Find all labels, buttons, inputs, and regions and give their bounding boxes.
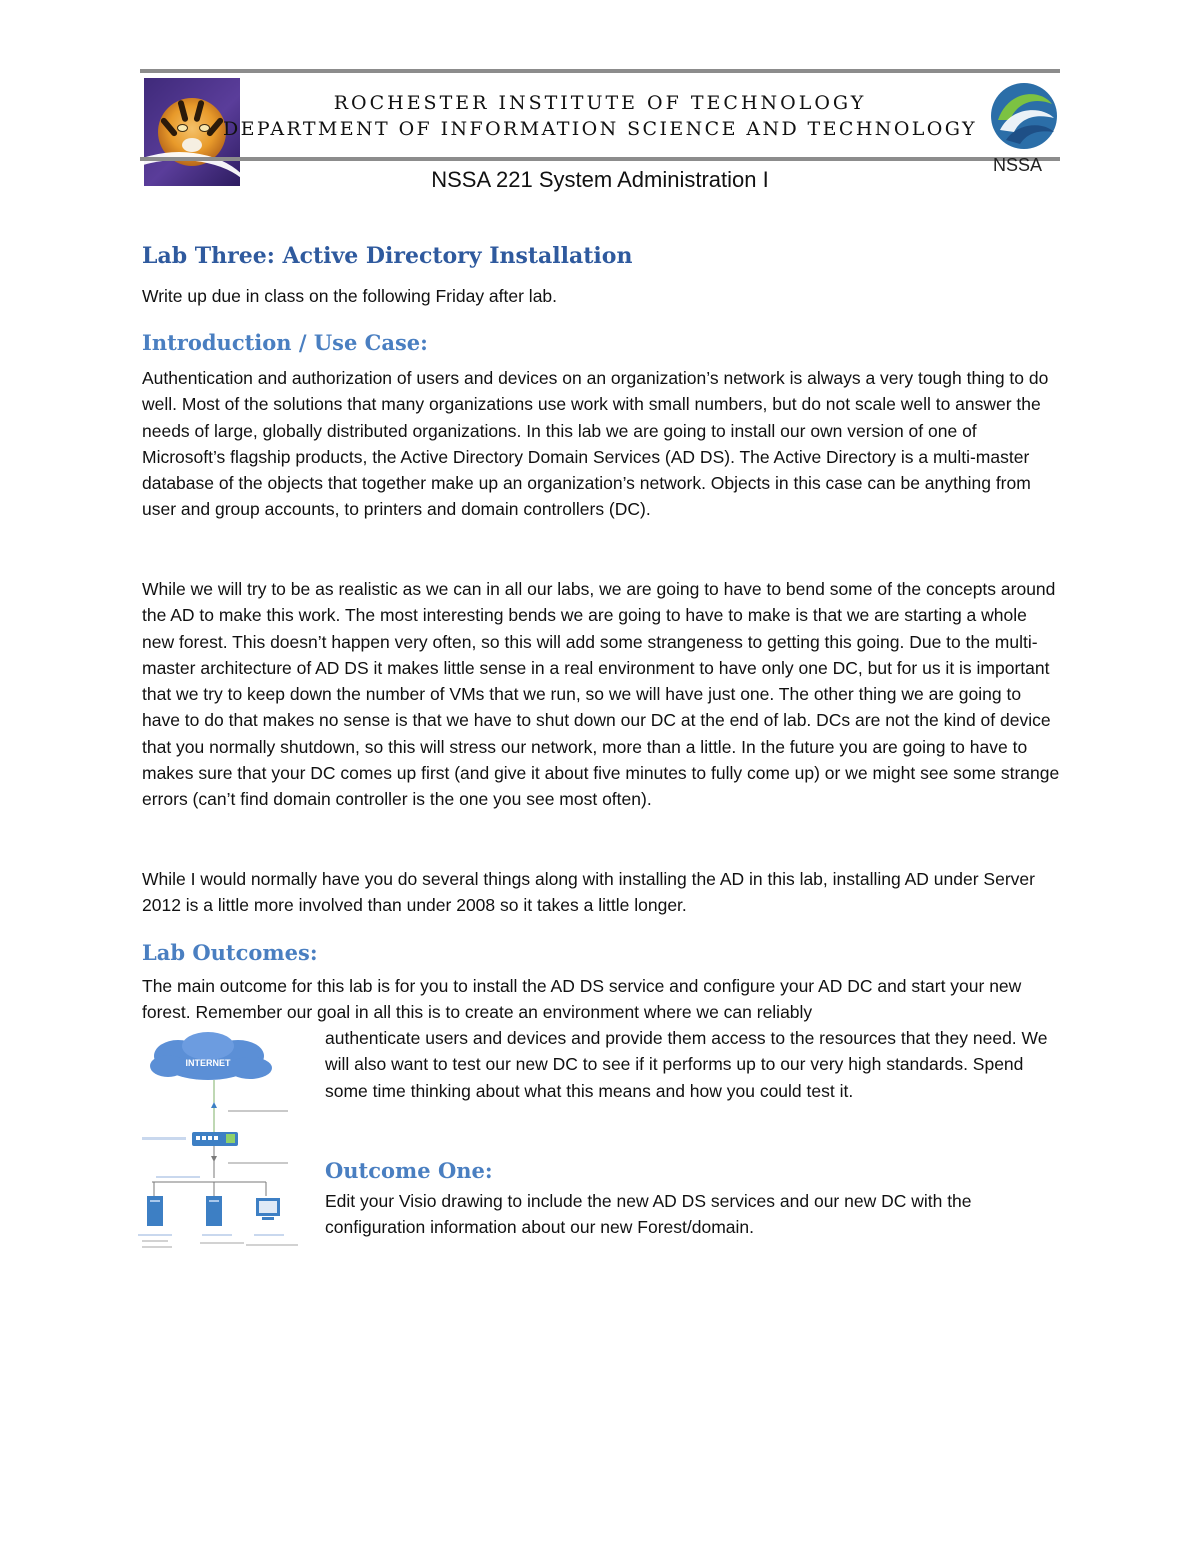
server-icon xyxy=(147,1196,163,1226)
lab-title: Lab Three: Active Directory Installation xyxy=(142,243,633,269)
workstation-icon xyxy=(256,1198,280,1220)
outcomes-heading: Lab Outcomes: xyxy=(142,940,318,965)
intro-paragraph-3: While I would normally have you do several things along with installing the AD in this lab, installing AD under Server 2012 is a little more involved than under 2008 so it takes a little longer. xyxy=(142,869,1035,916)
cloud-label: INTERNET xyxy=(185,1058,231,1068)
internet-cloud-icon xyxy=(150,1032,272,1080)
nssa-swirl-logo-icon xyxy=(988,80,1060,152)
tiger-muzzle xyxy=(182,138,202,152)
header-top-rule xyxy=(140,69,1060,73)
intro-heading: Introduction / Use Case: xyxy=(142,330,428,355)
server-icon xyxy=(206,1196,222,1226)
course-title: NSSA 221 System Administration I xyxy=(431,167,769,192)
due-note: Write up due in class on the following Friday after lab. xyxy=(142,286,558,306)
header-bottom-rule xyxy=(140,157,1060,161)
logo-caption: NSSA xyxy=(993,155,1043,175)
institute-name: ROCHESTER INSTITUTE OF TECHNOLOGY xyxy=(333,92,867,114)
outcomes-paragraph: The main outcome for this lab is for you to install the AD DS service and configure your AD DC and start your new forest. Remember our goal in all this is to create an environment where we can reliably xyxy=(142,976,1022,1023)
intro-paragraph-2: While we will try to be as realistic as we can in all our labs, we are going to have to bend some of the concepts around the AD to make this work. The most interesting bends we are going to have to make is that we are starting a whole new forest. This doesn’t happen very often, so this will add some strangeness to getting this going. Due to the multi-master architecture of AD DS it makes little sense in a real environment to have only one DC, but for us it is important that we try to keep down the number of VMs that we run, so we will have just one. The other thing we are going to have to do that makes no sense is that we have to shut down our DC at the end of lab. DCs are not the kind of device that you normally shutdown, so this will stress our network, more than a little. In the future you are going to have to makes sure that your DC comes up first (and give it about five minutes to fully come up) or we might see some strange errors (can’t find domain controller is the one you see most often). xyxy=(142,579,1060,810)
department-name: DEPARTMENT OF INFORMATION SCIENCE AND TECHNOLOGY xyxy=(223,118,977,140)
outcome-one-heading: Outcome One: xyxy=(325,1158,493,1183)
intro-paragraph-1: Authentication and authorization of users and devices on an organization’s network is always a very tough thing to do well. Most of the solutions that many organizations use work with small numbers, but do not scale well to answer the needs of large, globally distributed organizations. In this lab we are going to install our own version of one of Microsoft’s flagship products, the Active Directory Domain Services (AD DS). The Active Directory is a multi-master database of the objects that together make up an organization’s network. Objects in this case can be anything from user and group accounts, to printers and domain controllers (DC). xyxy=(142,368,1049,520)
router-icon xyxy=(192,1132,238,1146)
network-diagram xyxy=(138,1030,318,1260)
outcomes-paragraph-continued: authenticate users and devices and provide them access to the resources that they need. We will also want to test our new DC to see if it performs up to our very high standards. Spend some time thinking about what this means and how you could test it. xyxy=(325,1028,1048,1101)
outcome-one-text: Edit your Visio drawing to include the new AD DS services and our new DC with the configuration information about our new Forest/domain. xyxy=(325,1191,972,1238)
